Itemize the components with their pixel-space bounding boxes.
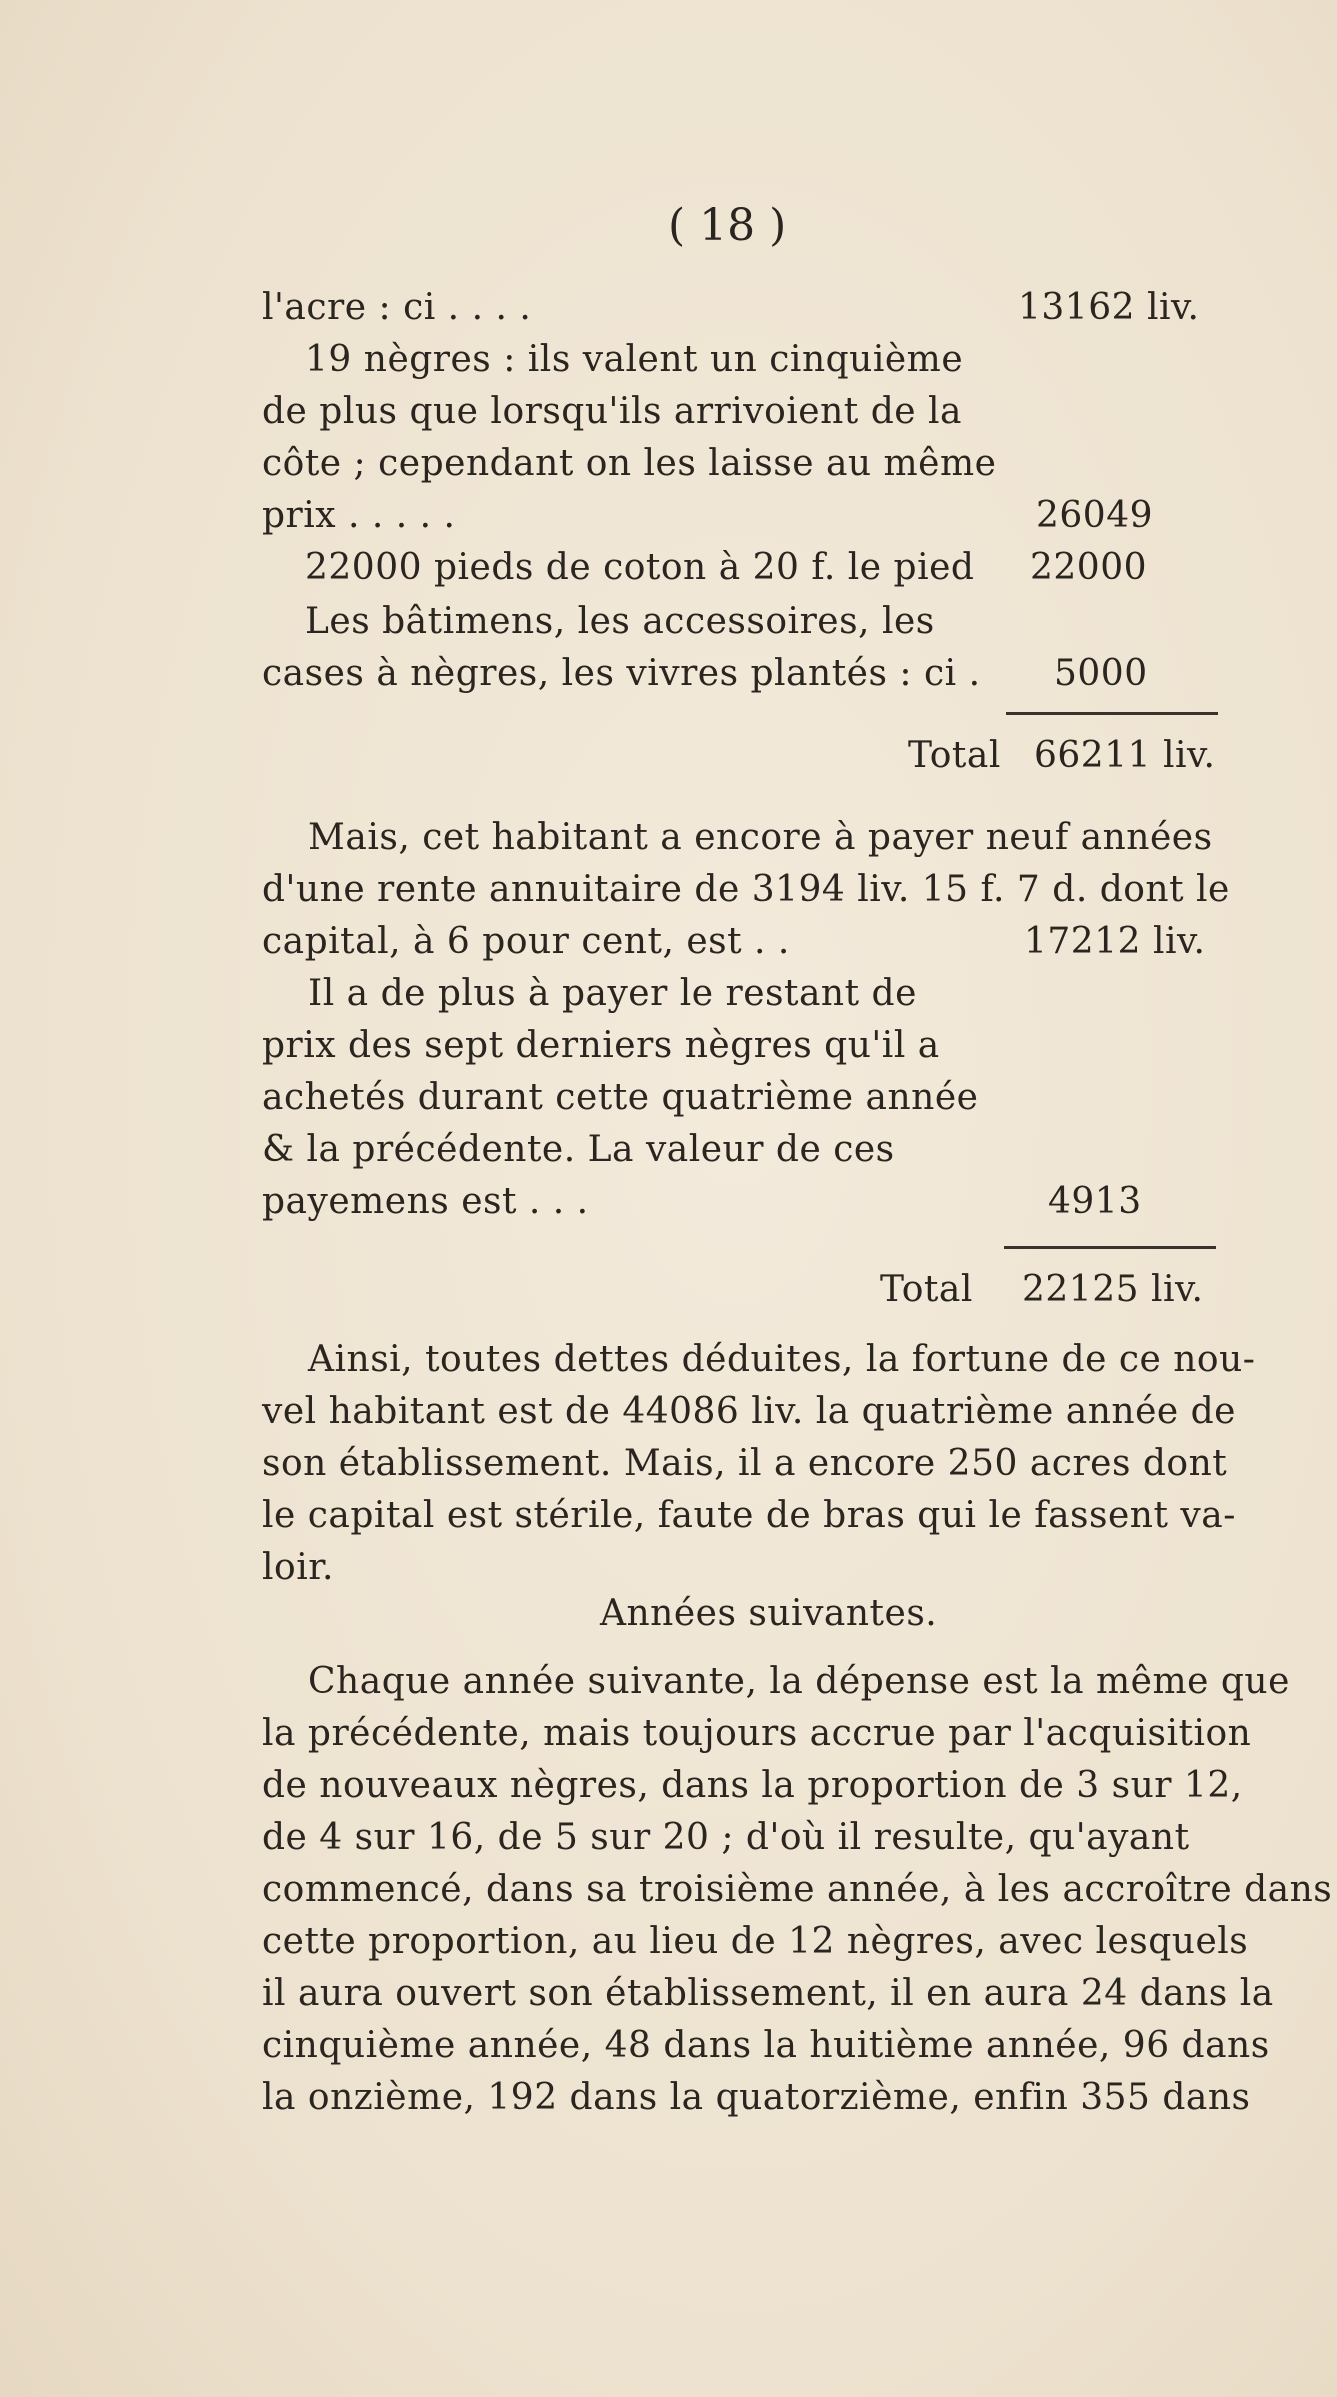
account2-line: d'une rente annuitaire de 3194 liv. 15 f. 7 d. dont le	[262, 869, 1230, 910]
paragraph-line: loir.	[262, 1547, 334, 1588]
account1-line: côte ; cependant on les laisse au même	[262, 443, 997, 484]
account1-amount: 13162 liv.	[1018, 287, 1200, 328]
paragraph-line: la onzième, 192 dans la quatorzième, enfin 355 dans	[262, 2077, 1251, 2118]
account2-total-value: 22125 liv.	[1022, 1269, 1204, 1310]
account2-line: Il a de plus à payer le restant de	[308, 973, 917, 1014]
account1-amount: 5000	[1054, 653, 1148, 694]
paragraph-line: cinquième année, 48 dans la huitième année, 96 dans	[262, 2025, 1270, 2066]
paragraph-line: le capital est stérile, faute de bras qui le fassent va-	[262, 1495, 1236, 1536]
account2-line: achetés durant cette quatrième année	[262, 1077, 979, 1118]
account1-line: l'acre : ci . . . .	[262, 287, 532, 328]
paragraph-line: de 4 sur 16, de 5 sur 20 ; d'où il resulte, qu'ayant	[262, 1817, 1190, 1858]
account1-total-value: 66211 liv.	[1034, 735, 1216, 776]
paragraph-line: Ainsi, toutes dettes déduites, la fortune de ce nou-	[308, 1339, 1256, 1380]
account1-amount: 22000	[1030, 547, 1148, 588]
account2-line: payemens est . . .	[262, 1181, 589, 1222]
account2-amount: 17212 liv.	[1024, 921, 1206, 962]
account1-total-label: Total	[908, 735, 1001, 776]
paragraph-line: Chaque année suivante, la dépense est la même que	[308, 1661, 1290, 1702]
account2-total-label: Total	[880, 1269, 973, 1310]
page-number: ( 18 )	[668, 200, 787, 251]
account1-line: cases à nègres, les vivres plantés : ci .	[262, 653, 981, 694]
account1-line: de plus que lorsqu'ils arrivoient de la	[262, 391, 962, 432]
paragraph-line: son établissement. Mais, il a encore 250 acres dont	[262, 1443, 1228, 1484]
account2-line: Mais, cet habitant a encore à payer neuf années	[308, 817, 1213, 858]
section-heading: Années suivantes.	[600, 1593, 938, 1634]
account1-line: 22000 pieds de coton à 20 f. le pied	[305, 547, 975, 588]
account1-line: 19 nègres : ils valent un cinquième	[305, 339, 964, 380]
account2-line: capital, à 6 pour cent, est . .	[262, 921, 790, 962]
paragraph-line: il aura ouvert son établissement, il en aura 24 dans la	[262, 1973, 1274, 2014]
total-rule	[1004, 1246, 1216, 1249]
paragraph-line: cette proportion, au lieu de 12 nègres, avec lesquels	[262, 1921, 1249, 1962]
paragraph-line: vel habitant est de 44086 liv. la quatrième année de	[262, 1391, 1236, 1432]
total-rule	[1006, 712, 1218, 715]
account1-line: Les bâtimens, les accessoires, les	[305, 601, 935, 642]
paragraph-line: de nouveaux nègres, dans la proportion de 3 sur 12,	[262, 1765, 1243, 1806]
account2-amount: 4913	[1048, 1181, 1142, 1222]
account2-line: prix des sept derniers nègres qu'il a	[262, 1025, 940, 1066]
account2-line: & la précédente. La valeur de ces	[262, 1129, 895, 1170]
account1-line: prix . . . . .	[262, 495, 456, 536]
account1-amount: 26049	[1036, 495, 1154, 536]
paragraph-line: la précédente, mais toujours accrue par l'acquisition	[262, 1713, 1252, 1754]
paragraph-line: commencé, dans sa troisième année, à les accroître dans	[262, 1869, 1333, 1910]
